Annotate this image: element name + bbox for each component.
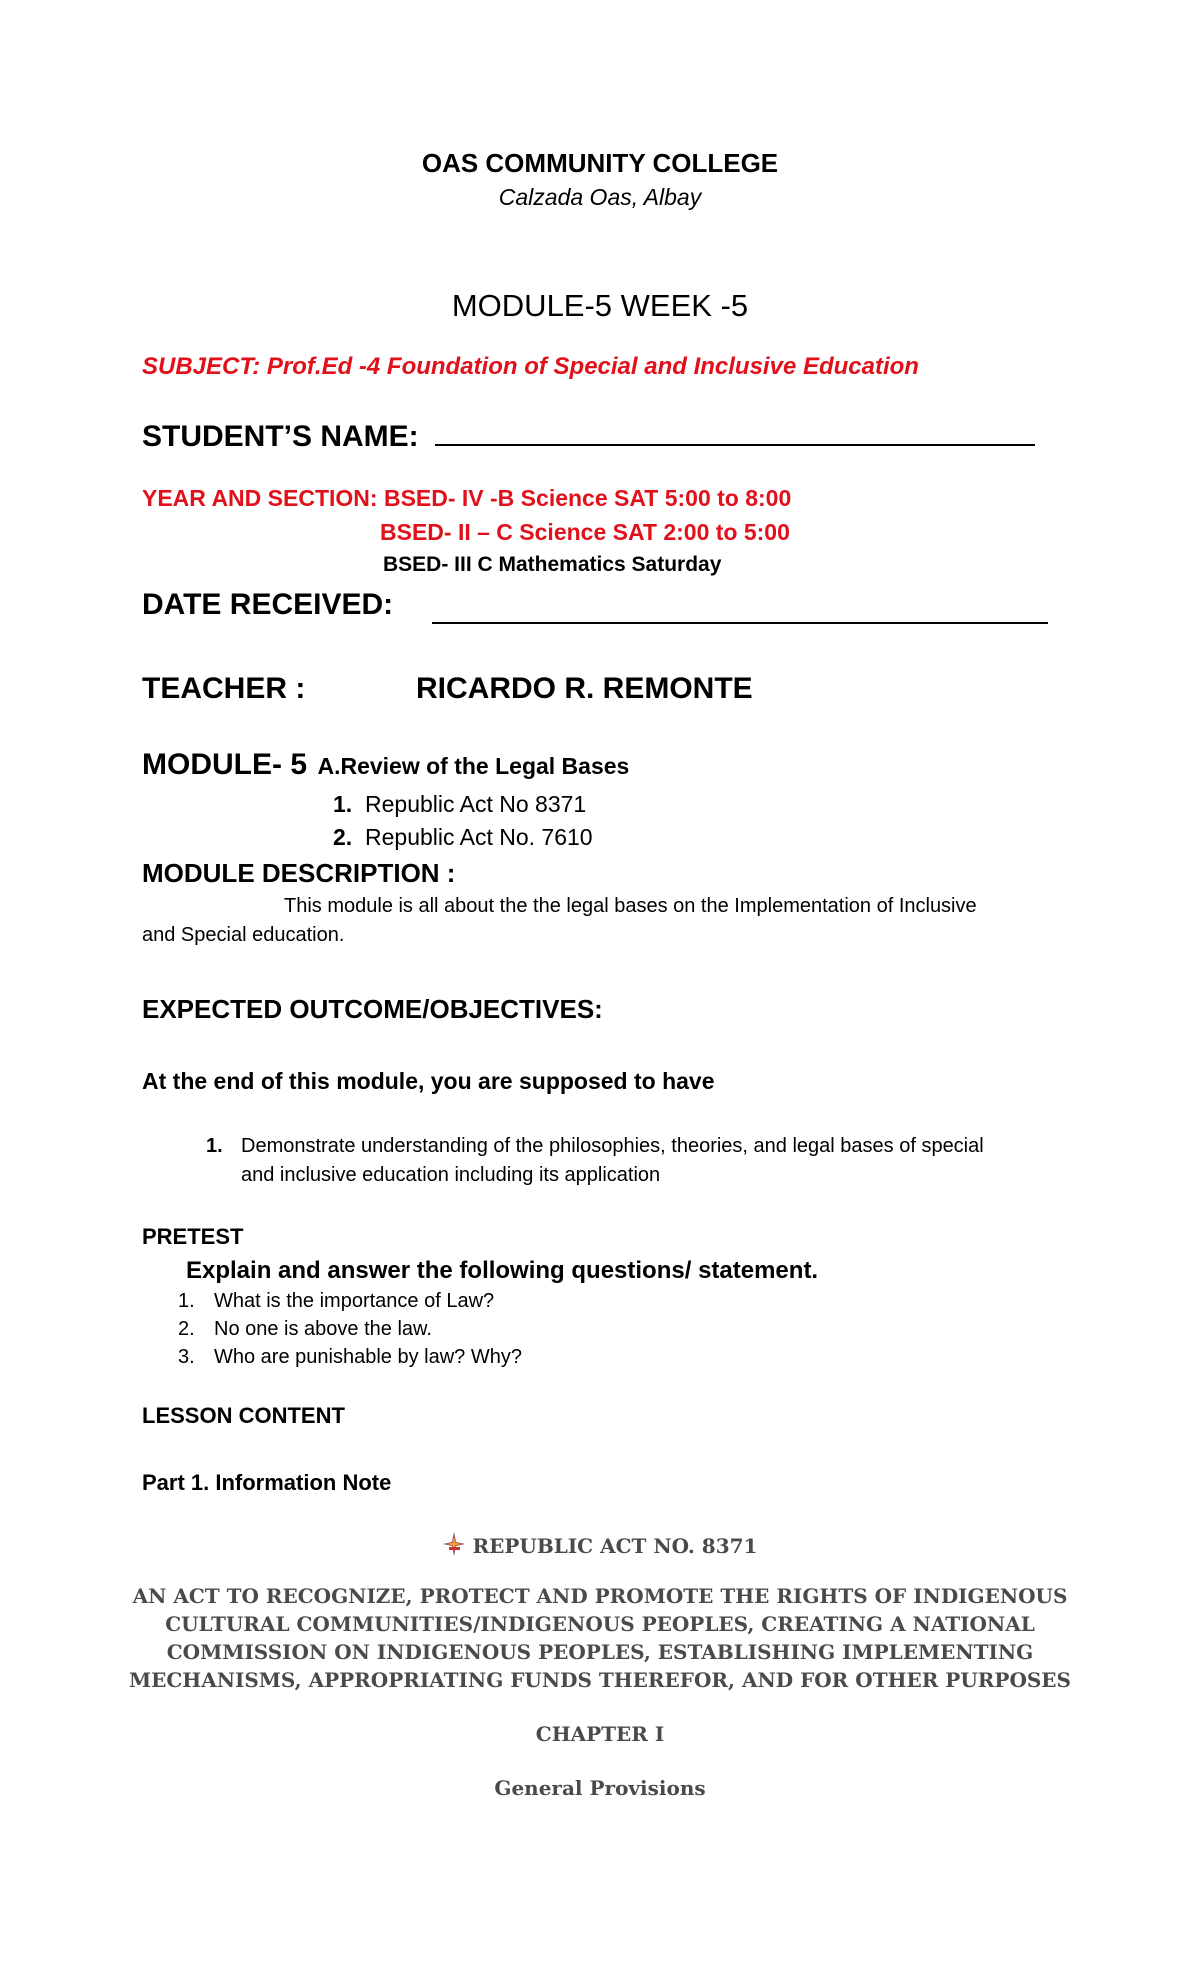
teacher-label: TEACHER : xyxy=(142,672,306,705)
republic-act-title-row xyxy=(0,1532,1200,1561)
four-point-star-bullet-icon xyxy=(443,1532,465,1561)
pretest-instruction: Explain and answer the following questions/ statement. xyxy=(186,1257,819,1284)
lesson-content-heading: LESSON CONTENT xyxy=(142,1403,345,1428)
subject-line: SUBJECT: Prof.Ed -4 Foundation of Special and Inclusive Education xyxy=(142,353,919,380)
teacher-name: RICARDO R. REMONTE xyxy=(416,672,753,705)
question-text: No one is above the law. xyxy=(214,1318,432,1340)
list-item-number: 2. xyxy=(333,824,353,850)
part-heading: Part 1. Information Note xyxy=(142,1470,392,1495)
college-location: Calzada Oas, Albay xyxy=(498,184,702,210)
student-name-field xyxy=(142,418,1035,454)
student-name-label: STUDENT’S NAME: xyxy=(142,420,419,453)
section-1: BSED- IV -B Science SAT 5:00 to 8:00 xyxy=(383,485,792,511)
objective-line-2: and inclusive education including its application xyxy=(241,1164,661,1186)
question-text: Who are punishable by law? Why? xyxy=(214,1346,522,1368)
student-name-blank xyxy=(435,418,1035,446)
list-item xyxy=(333,791,586,818)
chapter-heading: CHAPTER I xyxy=(535,1722,665,1746)
module-description-line-2: and Special education. xyxy=(142,924,345,946)
objective-line-1: Demonstrate understanding of the philosophies, theories, and legal bases of special xyxy=(241,1135,984,1157)
question-text: What is the importance of Law? xyxy=(214,1290,495,1312)
pretest-question xyxy=(178,1290,494,1313)
module-week-title: MODULE-5 WEEK -5 xyxy=(451,288,749,323)
pretest-heading: PRETEST xyxy=(142,1224,244,1249)
act-title-line-2: CULTURAL COMMUNITIES/INDIGENOUS PEOPLES, CREATING A NATIONAL xyxy=(165,1612,1035,1636)
act-title-line-4: MECHANISMS, APPROPRIATING FUNDS THEREFOR, AND FOR OTHER PURPOSES xyxy=(129,1668,1071,1692)
section-3: BSED- III C Mathematics Saturday xyxy=(383,553,722,576)
list-item-number: 1. xyxy=(333,791,353,817)
objectives-heading: EXPECTED OUTCOME/OBJECTIVES: xyxy=(142,994,603,1024)
module-label: MODULE- 5 xyxy=(142,748,307,781)
list-item-text: Republic Act No. 7610 xyxy=(365,824,593,850)
question-number: 2. xyxy=(178,1318,195,1340)
act-title-line-3: COMMISSION ON INDIGENOUS PEOPLES, ESTABLISHING IMPLEMENTING xyxy=(166,1640,1034,1664)
list-item xyxy=(333,824,593,851)
objective-number: 1. xyxy=(206,1135,223,1157)
act-title-line-1: AN ACT TO RECOGNIZE, PROTECT AND PROMOTE THE RIGHTS OF INDIGENOUS xyxy=(132,1584,1068,1608)
chapter-title: General Provisions xyxy=(494,1776,706,1800)
pretest-question xyxy=(178,1318,432,1341)
question-number: 3. xyxy=(178,1346,195,1368)
date-received-label: DATE RECEIVED: xyxy=(142,588,394,621)
pretest-question xyxy=(178,1346,522,1369)
year-section-label: YEAR AND SECTION: xyxy=(142,485,378,511)
list-item-text: Republic Act No 8371 xyxy=(365,791,587,817)
module-description-line-1: This module is all about the the legal bases on the Implementation of Inclusive xyxy=(284,895,977,917)
module-description-heading: MODULE DESCRIPTION : xyxy=(142,858,456,888)
year-section-line-1 xyxy=(142,485,791,512)
college-name: OAS COMMUNITY COLLEGE xyxy=(421,148,779,178)
module-topic: A.Review of the Legal Bases xyxy=(317,753,630,779)
question-number: 1. xyxy=(178,1290,195,1312)
date-received-blank xyxy=(432,596,1048,624)
objectives-intro: At the end of this module, you are supposed to have xyxy=(142,1068,715,1094)
section-2: BSED- II – C Science SAT 2:00 to 5:00 xyxy=(380,519,790,545)
module-heading xyxy=(142,748,629,782)
republic-act-title: REPUBLIC ACT NO. 8371 xyxy=(472,1534,758,1558)
